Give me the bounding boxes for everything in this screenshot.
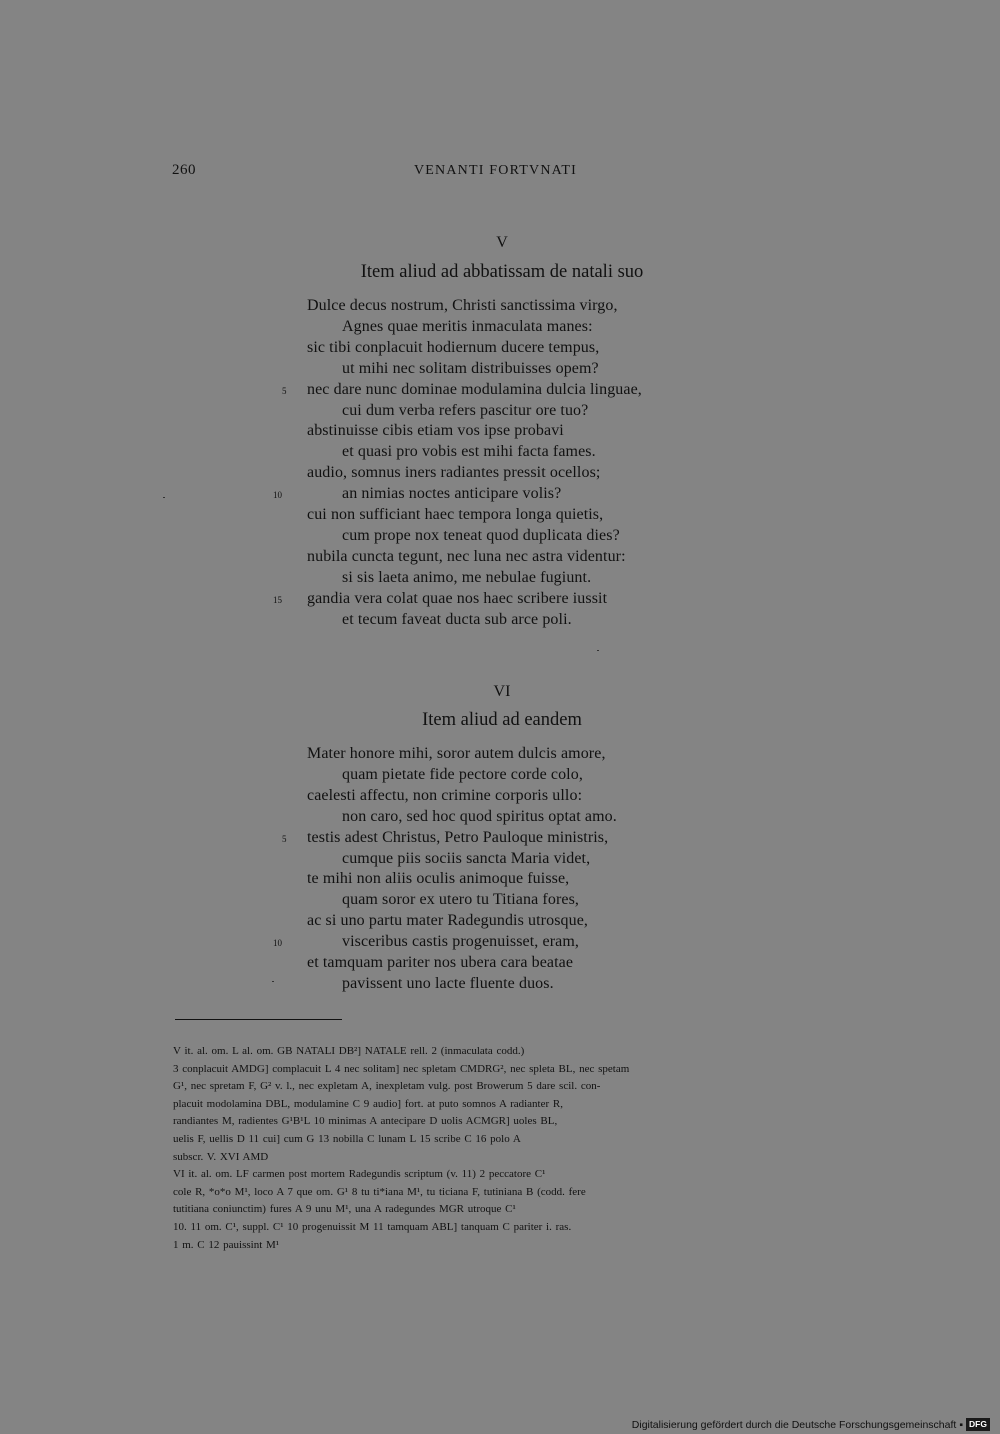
verse-line: quam pietate fide pectore corde colo, (342, 765, 583, 783)
verse-line: audio, somnus iners radiantes pressit ocellos; (307, 464, 601, 482)
line-number: 10 (273, 938, 282, 949)
verse-line: si sis laeta animo, me nebulae fugiunt. (342, 568, 592, 586)
poem-vi-number: VI (493, 683, 511, 700)
verse-line: cui non sufficiant haec tempora longa quietis, (307, 506, 604, 523)
verse-line: caelesti affectu, non crimine corporis ullo: (307, 786, 583, 804)
line-number: 5 (282, 385, 287, 396)
footnote-rule (175, 1019, 342, 1020)
footnote-line: G¹, nec spretam F, G² v. l., nec expletam A, inexpletam vulg. post Browerum 5 dare scil. con- (173, 1080, 601, 1093)
poem-vi-title: Item aliud ad eandem (422, 710, 582, 730)
verse-line: non caro, sed hoc quod spiritus optat amo. (342, 807, 617, 825)
digitization-footer (632, 1418, 990, 1431)
footer-text: Digitalisierung gefördert durch die Deutsche Forschungsgemeinschaft (631, 1418, 957, 1431)
footer-separator: ▪ (959, 1418, 964, 1431)
footnote-line: subscr. V. XVI AMD (173, 1150, 269, 1163)
verse-line: abstinuisse cibis etiam vos ipse probavi (307, 422, 564, 440)
print-speck (272, 981, 274, 982)
verse-line: testis adest Christus, Petro Pauloque ministris, (307, 828, 609, 846)
line-number: 5 (282, 833, 287, 844)
verse-line: cui dum verba refers pascitur ore tuo? (342, 401, 589, 419)
verse-line: nec dare nunc dominae modulamina dulcia linguae, (307, 380, 642, 398)
footnote-line: 1 m. C 12 pauissint M¹ (173, 1238, 280, 1251)
verse-line: sic tibi conplacuit hodiernum ducere tempus, (307, 338, 600, 356)
verse-line: nubila cuncta tegunt, nec luna nec astra videntur: (307, 547, 626, 565)
verse-line: te mihi non aliis oculis animoque fuisse, (307, 870, 570, 888)
verse-line: cumque piis sociis sancta Maria videt, (342, 849, 591, 867)
page-number: 260 (172, 162, 196, 178)
print-speck (597, 650, 599, 651)
verse-line: Dulce decus nostrum, Christi sanctissima virgo, (307, 297, 618, 314)
dfg-logo: DFG (966, 1418, 990, 1431)
running-head: VENANTI FORTVNATI (414, 163, 578, 178)
verse-line: visceribus castis progenuisset, eram, (342, 933, 579, 951)
verse-line: Mater honore mihi, soror autem dulcis amore, (307, 745, 606, 762)
verse-line: Agnes quae meritis inmaculata manes: (342, 317, 593, 335)
verse-line: quam soror ex utero tu Titiana fores, (342, 891, 579, 909)
verse-line: an nimias noctes anticipare volis? (342, 485, 562, 503)
poem-v-title: Item aliud ad abbatissam de natali suo (360, 262, 644, 282)
footnote-line: 3 conplacuit AMDG] complacuit L 4 nec solitam] nec spletam CMDRG², nec spleta BL, nec spetam (173, 1062, 630, 1075)
line-number: 15 (273, 594, 282, 605)
verse-line: et tamquam pariter nos ubera cara beatae (307, 954, 574, 971)
footnote-line: V it. al. om. L al. om. GB NATALI DB²] NATALE rell. 2 (inmaculata codd.) (173, 1045, 525, 1057)
line-number: 10 (273, 490, 282, 501)
footnote-line: randiantes M, radientes G¹B¹L 10 minimas A antecipare D uolis ACMGR] uoles BL, (173, 1115, 558, 1128)
verse-line: gandia vera colat quae nos haec scribere iussit (307, 589, 608, 607)
footnote-line: uelis F, uellis D 11 cui] cum G 13 nobilla C lunam L 15 scribe C 16 polo A (173, 1133, 521, 1145)
footnote-line: placuit modolamina DBL, modulamine C 9 audio] fort. at puto somnos A radianter R, (173, 1097, 563, 1110)
footnote-line: 10. 11 om. C¹, suppl. C¹ 10 progenuissit M 11 tamquam ABL] tanquam C pariter i. ras. (173, 1221, 572, 1233)
footnote-line: VI it. al. om. LF carmen post mortem Radegundis scriptum (v. 11) 2 peccatore C¹ (173, 1168, 546, 1181)
verse-line: et tecum faveat ducta sub arce poli. (342, 610, 572, 628)
verse-line: ac si uno partu mater Radegundis utrosque, (307, 912, 589, 930)
verse-line: pavissent uno lacte fluente duos. (342, 974, 554, 992)
verse-line: et quasi pro vobis est mihi facta fames. (342, 443, 596, 461)
print-speck (163, 497, 165, 498)
poem-v-number: V (496, 234, 508, 251)
verse-line: cum prope nox teneat quod duplicata dies? (342, 526, 620, 544)
verse-line: ut mihi nec solitam distribuisses opem? (342, 359, 599, 377)
footnote-line: cole R, *o*o M¹, loco A 7 que om. G¹ 8 tu ti*iana M¹, tu ticiana F, tutiniana B (codd. fere (173, 1185, 586, 1198)
footnote-line: tutitiana coniunctim) fures A 9 unu M¹, una A radegundes MGR utroque C¹ (173, 1203, 516, 1216)
